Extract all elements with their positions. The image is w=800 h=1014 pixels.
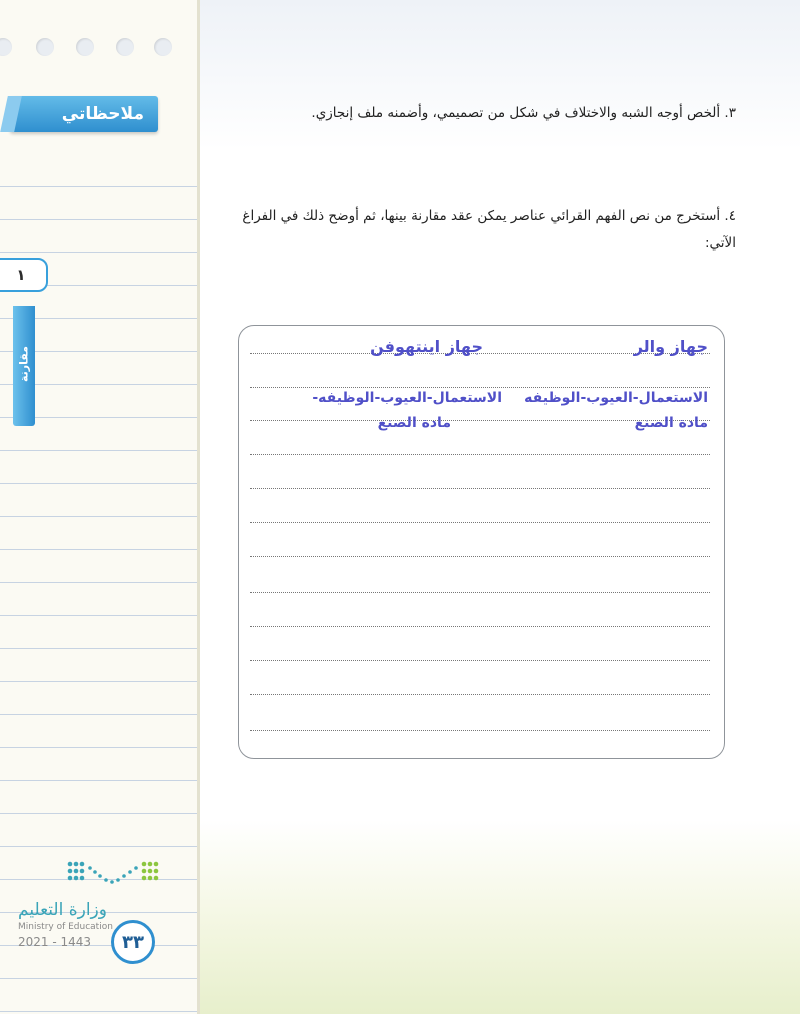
answer-line — [250, 522, 710, 523]
page-number: ٣٣ — [111, 920, 155, 964]
unit-number: ١ — [16, 266, 26, 284]
handwritten-criteria-b-line2: مادة الصنع — [377, 415, 451, 431]
notes-panel — [0, 0, 200, 1014]
answer-line — [250, 387, 710, 388]
question-4: ٤. أستخرج من نص الفهم القرائي عناصر يمكن عقد مقارنة بينها، ثم أوضح ذلك في الفراغ الآتي: — [242, 208, 736, 251]
unit-name: مقارنة — [17, 346, 31, 382]
binder-hole-icon — [36, 38, 54, 56]
question-3: ٣. ألخص أوجه الشبه والاختلاف في شكل من تصميمي، وأضمنه ملف إنجازي. — [311, 105, 736, 121]
ministry-name-arabic: وزارة التعليم — [18, 900, 107, 920]
unit-name-tab — [13, 306, 35, 426]
answer-line — [250, 556, 710, 557]
handwritten-item-b: جهاز اينتهوفن — [370, 337, 483, 356]
notes-label-text: ملاحظاتي — [61, 104, 144, 124]
binder-hole-icon — [76, 38, 94, 56]
ministry-logo-icon — [64, 858, 164, 892]
answer-line — [250, 488, 710, 489]
edition-year: 2021 - 1443 — [18, 935, 92, 949]
handwritten-criteria-b: الاستعمال-العيوب-الوظيفه- — [312, 390, 502, 406]
handwritten-criteria-a-line2: مادة الصنع — [634, 415, 708, 431]
notes-label — [10, 96, 158, 132]
handwritten-criteria-a: الاستعمال-العيوب-الوظيفه — [524, 390, 708, 406]
unit-number-tab — [0, 258, 48, 292]
answer-line — [250, 730, 710, 731]
handwritten-item-a: جهاز والر — [633, 337, 708, 356]
answer-line — [250, 592, 710, 593]
ministry-name-english: Ministry of Education — [18, 922, 113, 932]
notes-header-area — [0, 0, 197, 160]
answer-line — [250, 454, 710, 455]
answer-line — [250, 660, 710, 661]
binder-hole-icon — [116, 38, 134, 56]
binder-hole-icon — [0, 38, 12, 56]
answer-line — [250, 694, 710, 695]
answer-line — [250, 626, 710, 627]
binder-hole-icon — [154, 38, 172, 56]
